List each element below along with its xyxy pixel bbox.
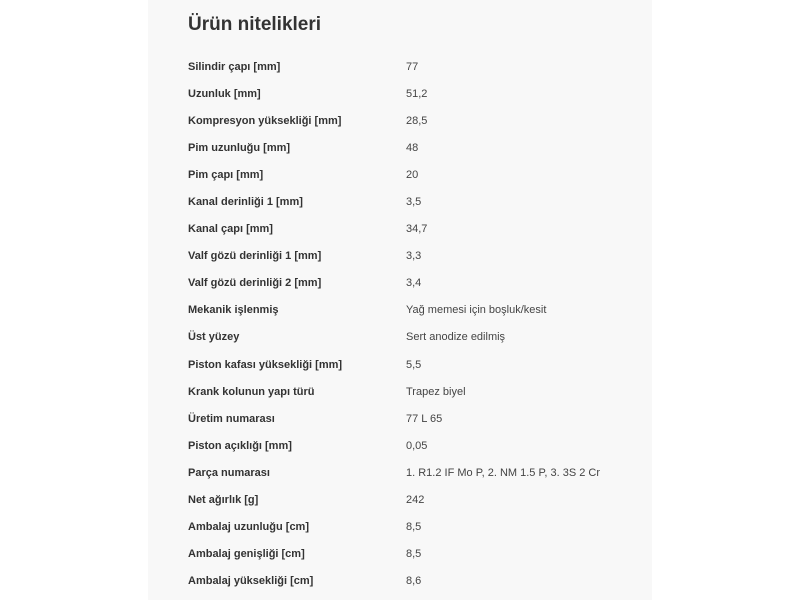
spec-row [188,432,628,459]
spec-value: Yağ memesi için boşluk/kesit [406,304,547,317]
spec-row [188,351,628,378]
spec-row [188,107,628,134]
spec-value: 3,5 [406,196,422,209]
spec-label: Üretim numarası [188,412,275,425]
spec-label: Parça numarası [188,466,270,479]
spec-row [188,405,628,432]
spec-label: Kanal derinliği 1 [mm] [188,196,303,209]
spec-label: Valf gözü derinliği 1 [mm] [188,250,322,263]
spec-row [188,378,628,405]
spec-row [188,188,628,215]
spec-label: Uzunluk [mm] [188,87,261,100]
spec-label: Pim çapı [mm] [188,168,264,181]
spec-value: 5,5 [406,358,422,371]
spec-label: Piston kafası yüksekliği [mm] [188,358,343,371]
spec-row [188,541,628,568]
spec-table [188,53,628,595]
spec-value: 1. R1.2 IF Mo P, 2. NM 1.5 P, 3. 3S 2 Cr [406,466,601,479]
spec-row [188,568,628,595]
spec-row [188,216,628,243]
spec-row [188,297,628,324]
product-attributes-panel [148,0,652,600]
spec-label: Kompresyon yüksekliği [mm] [188,114,342,127]
section-title: Ürün nitelikleri [188,14,322,35]
spec-table-body [188,53,628,595]
spec-label: Üst yüzey [188,331,240,344]
spec-value: 51,2 [406,87,428,100]
spec-row [188,134,628,161]
spec-value: 77 [406,60,419,73]
spec-value: 28,5 [406,114,428,127]
spec-value: Sert anodize edilmiş [406,331,506,344]
spec-value: 8,6 [406,575,422,588]
spec-label: Pim uzunluğu [mm] [188,141,291,154]
spec-label: Mekanik işlenmiş [188,304,279,317]
spec-label: Krank kolunun yapı türü [188,385,315,398]
spec-row [188,243,628,270]
spec-label: Kanal çapı [mm] [188,223,273,236]
spec-value: 20 [406,168,419,181]
spec-row [188,161,628,188]
spec-value: 8,5 [406,548,422,561]
spec-value: 3,4 [406,277,422,290]
spec-value: Trapez biyel [406,385,466,398]
spec-label: Net ağırlık [g] [188,494,259,507]
spec-row [188,459,628,486]
spec-value: 34,7 [406,223,428,236]
spec-row [188,270,628,297]
spec-row [188,487,628,514]
spec-row [188,80,628,107]
spec-row [188,324,628,351]
spec-label: Ambalaj uzunluğu [cm] [188,521,309,534]
spec-value: 3,3 [406,250,422,263]
spec-row [188,53,628,80]
spec-label: Ambalaj yüksekliği [cm] [188,575,314,588]
spec-value: 242 [406,494,425,507]
spec-value: 0,05 [406,439,428,452]
spec-value: 77 L 65 [406,412,443,425]
spec-value: 8,5 [406,521,422,534]
spec-value: 48 [406,141,419,154]
spec-label: Valf gözü derinliği 2 [mm] [188,277,322,290]
spec-label: Piston açıklığı [mm] [188,439,292,452]
spec-label: Ambalaj genişliği [cm] [188,548,305,561]
spec-row [188,514,628,541]
spec-label: Silindir çapı [mm] [188,60,281,73]
